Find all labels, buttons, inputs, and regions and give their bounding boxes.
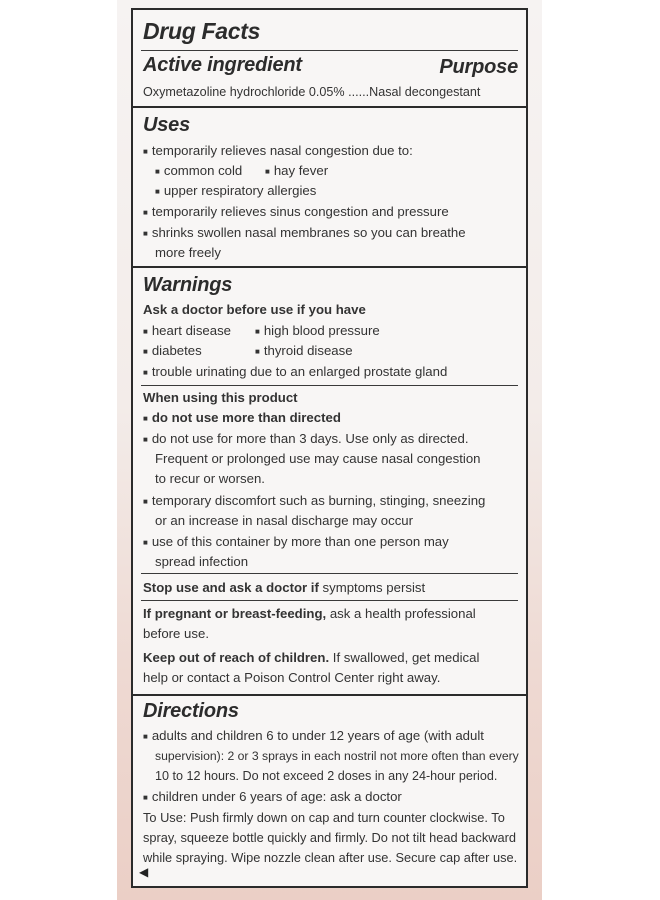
divider <box>141 600 518 601</box>
warning-item: ■ thyroid disease <box>255 343 353 361</box>
uses-item-cont: more freely <box>155 245 221 260</box>
pregnant-line <box>143 606 476 622</box>
stop-use-text: symptoms persist <box>318 580 426 595</box>
divider <box>141 385 518 386</box>
warning-item-cont: Frequent or prolonged use may cause nasal congestion <box>155 451 481 466</box>
divider <box>141 50 518 51</box>
to-use-line: spray, squeeze bottle quickly and firmly. Do not tilt head backward <box>143 830 516 845</box>
stop-use-line <box>143 580 425 596</box>
left-arrow-icon: ◀ <box>139 865 149 879</box>
pregnant-text: ask a health professional <box>326 606 476 621</box>
purpose-heading: Purpose <box>439 56 518 78</box>
to-use-line: while spraying. Wipe nozzle clean after use. Secure cap after use. <box>143 850 518 865</box>
to-use-line: To Use: Push firmly down on cap and turn counter clockwise. To <box>143 810 505 825</box>
uses-item: ■ shrinks swollen nasal membranes so you can breathe <box>143 225 466 243</box>
warning-item: ■ heart disease <box>143 323 231 341</box>
warning-item: ■ do not use more than directed <box>143 410 341 428</box>
warning-item: ■ high blood pressure <box>255 323 380 341</box>
keep-out-line-2: help or contact a Poison Control Center right away. <box>143 670 441 685</box>
warning-item-cont: spread infection <box>155 554 249 569</box>
uses-item: ■ hay fever <box>265 163 328 181</box>
pregnant-line-2: before use. <box>143 626 209 641</box>
warning-item: ■ use of this container by more than one person may <box>143 534 449 552</box>
ask-doctor-heading: Ask a doctor before use if you have <box>143 302 366 317</box>
directions-item-cont: 10 to 12 hours. Do not exceed 2 doses in any 24-hour period. <box>155 769 498 783</box>
directions-item: ■ children under 6 years of age: ask a doctor <box>143 789 402 807</box>
warning-item: ■ temporary discomfort such as burning, stinging, sneezing <box>143 493 485 511</box>
warnings-heading: Warnings <box>143 274 233 296</box>
divider <box>141 573 518 574</box>
warning-item-cont: to recur or worsen. <box>155 471 265 486</box>
ingredient-line: Oxymetazoline hydrochloride 0.05% ......Nasal decongestant <box>143 85 481 99</box>
uses-heading: Uses <box>143 114 191 136</box>
stop-use-label: Stop use and ask a doctor if <box>143 580 319 595</box>
keep-out-text: If swallowed, get medical <box>329 650 480 665</box>
section-divider <box>133 266 526 268</box>
keep-out-label: Keep out of reach of children. <box>143 650 330 665</box>
directions-item: ■ adults and children 6 to under 12 years of age (with adult <box>143 728 484 746</box>
directions-item-cont: supervision): 2 or 3 sprays in each nostril not more often than every <box>155 749 519 763</box>
warning-item-cont: or an increase in nasal discharge may occur <box>155 513 414 528</box>
warning-item: ■ diabetes <box>143 343 202 361</box>
uses-item: ■ temporarily relieves nasal congestion due to: <box>143 143 413 161</box>
warning-item: ■ do not use for more than 3 days. Use only as directed. <box>143 431 469 449</box>
when-using-heading: When using this product <box>143 390 298 405</box>
drug-facts-title: Drug Facts <box>143 18 261 44</box>
section-divider <box>133 106 526 108</box>
drug-facts-panel <box>131 8 528 888</box>
keep-out-line <box>143 650 479 666</box>
uses-item: ■ temporarily relieves sinus congestion and pressure <box>143 204 449 222</box>
warning-item: ■ trouble urinating due to an enlarged prostate gland <box>143 364 447 382</box>
uses-item: ■ upper respiratory allergies <box>155 183 316 201</box>
active-ingredient-heading: Active ingredient <box>143 54 302 76</box>
uses-item: ■ common cold <box>155 163 242 181</box>
pregnant-label: If pregnant or breast-feeding, <box>143 606 327 621</box>
section-divider <box>133 694 526 696</box>
directions-heading: Directions <box>143 700 239 722</box>
